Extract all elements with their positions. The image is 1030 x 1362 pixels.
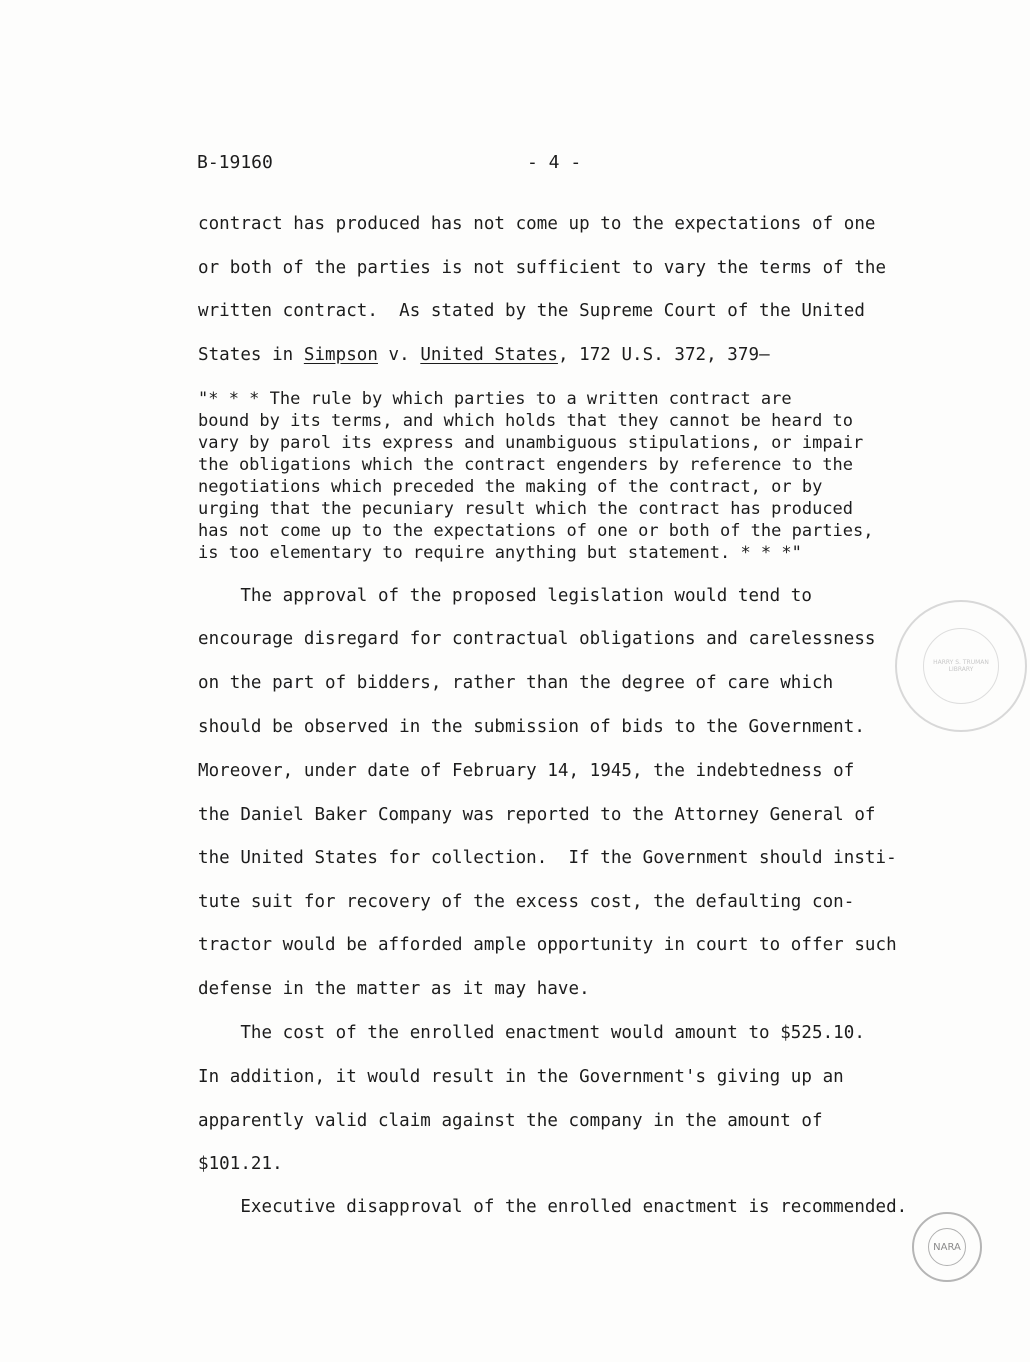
body-line: tractor would be afforded ample opportunity in court to offer such — [198, 935, 897, 955]
quote-line: is too elementary to require anything but statement. * * *" — [198, 543, 802, 563]
page-number: - 4 - — [527, 152, 582, 173]
body-line: on the part of bidders, rather than the degree of care which — [198, 673, 834, 693]
body-line: $101.21. — [198, 1154, 283, 1174]
body-line: contract has produced has not come up to the expectations of one — [198, 214, 876, 234]
case-name-united-states: United States — [420, 345, 558, 365]
body-line: In addition, it would result in the Government's giving up an — [198, 1067, 844, 1087]
quote-line: the obligations which the contract engenders by reference to the — [198, 455, 854, 475]
body-line: defense in the matter as it may have. — [198, 979, 590, 999]
file-reference: B-19160 — [197, 152, 273, 173]
library-stamp-text: HARRY S. TRUMAN LIBRARY — [933, 659, 989, 673]
body-line: or both of the parties is not sufficient to vary the terms of the — [198, 258, 887, 278]
body-line: should be observed in the submission of bids to the Government. — [198, 717, 865, 737]
body-line: the Daniel Baker Company was reported to the Attorney General of — [198, 805, 876, 825]
body-line: encourage disregard for contractual obligations and carelessness — [198, 629, 876, 649]
body-line: written contract. As stated by the Supreme Court of the United — [198, 301, 865, 321]
body-line: Moreover, under date of February 14, 1945, the indebtedness of — [198, 761, 855, 781]
nara-stamp-inner — [928, 1228, 966, 1266]
body-line: The approval of the proposed legislation would tend to — [198, 586, 812, 606]
body-line: The cost of the enrolled enactment would amount to $525.10. — [198, 1023, 865, 1043]
page-header — [197, 152, 897, 176]
quote-line: vary by parol its express and unambiguous stipulations, or impair — [198, 433, 864, 453]
quote-line: "* * * The rule by which parties to a written contract are — [198, 389, 792, 409]
body-line: apparently valid claim against the company in the amount of — [198, 1111, 823, 1131]
library-stamp-inner — [923, 628, 999, 704]
nara-stamp-icon — [912, 1212, 982, 1282]
recommendation-line: Executive disapproval of the enrolled enactment is recommended. — [198, 1197, 908, 1217]
quote-line: bound by its terms, and which holds that they cannot be heard to — [198, 411, 854, 431]
body-line: tute suit for recovery of the excess cost, the defaulting con- — [198, 892, 855, 912]
body-line: the United States for collection. If the Government should insti- — [198, 848, 897, 868]
quote-line: has not come up to the expectations of one or both of the parties, — [198, 521, 874, 541]
citation-line: States in Simpson v. United States, 172 U.S. 372, 379— — [198, 345, 770, 365]
quote-line: urging that the pecuniary result which the contract has produced — [198, 499, 854, 519]
library-stamp-icon — [895, 600, 1027, 732]
quote-line: negotiations which preceded the making of the contract, or by — [198, 477, 823, 497]
case-name-simpson: Simpson — [303, 345, 378, 365]
nara-stamp-text: NARA — [933, 1241, 961, 1253]
